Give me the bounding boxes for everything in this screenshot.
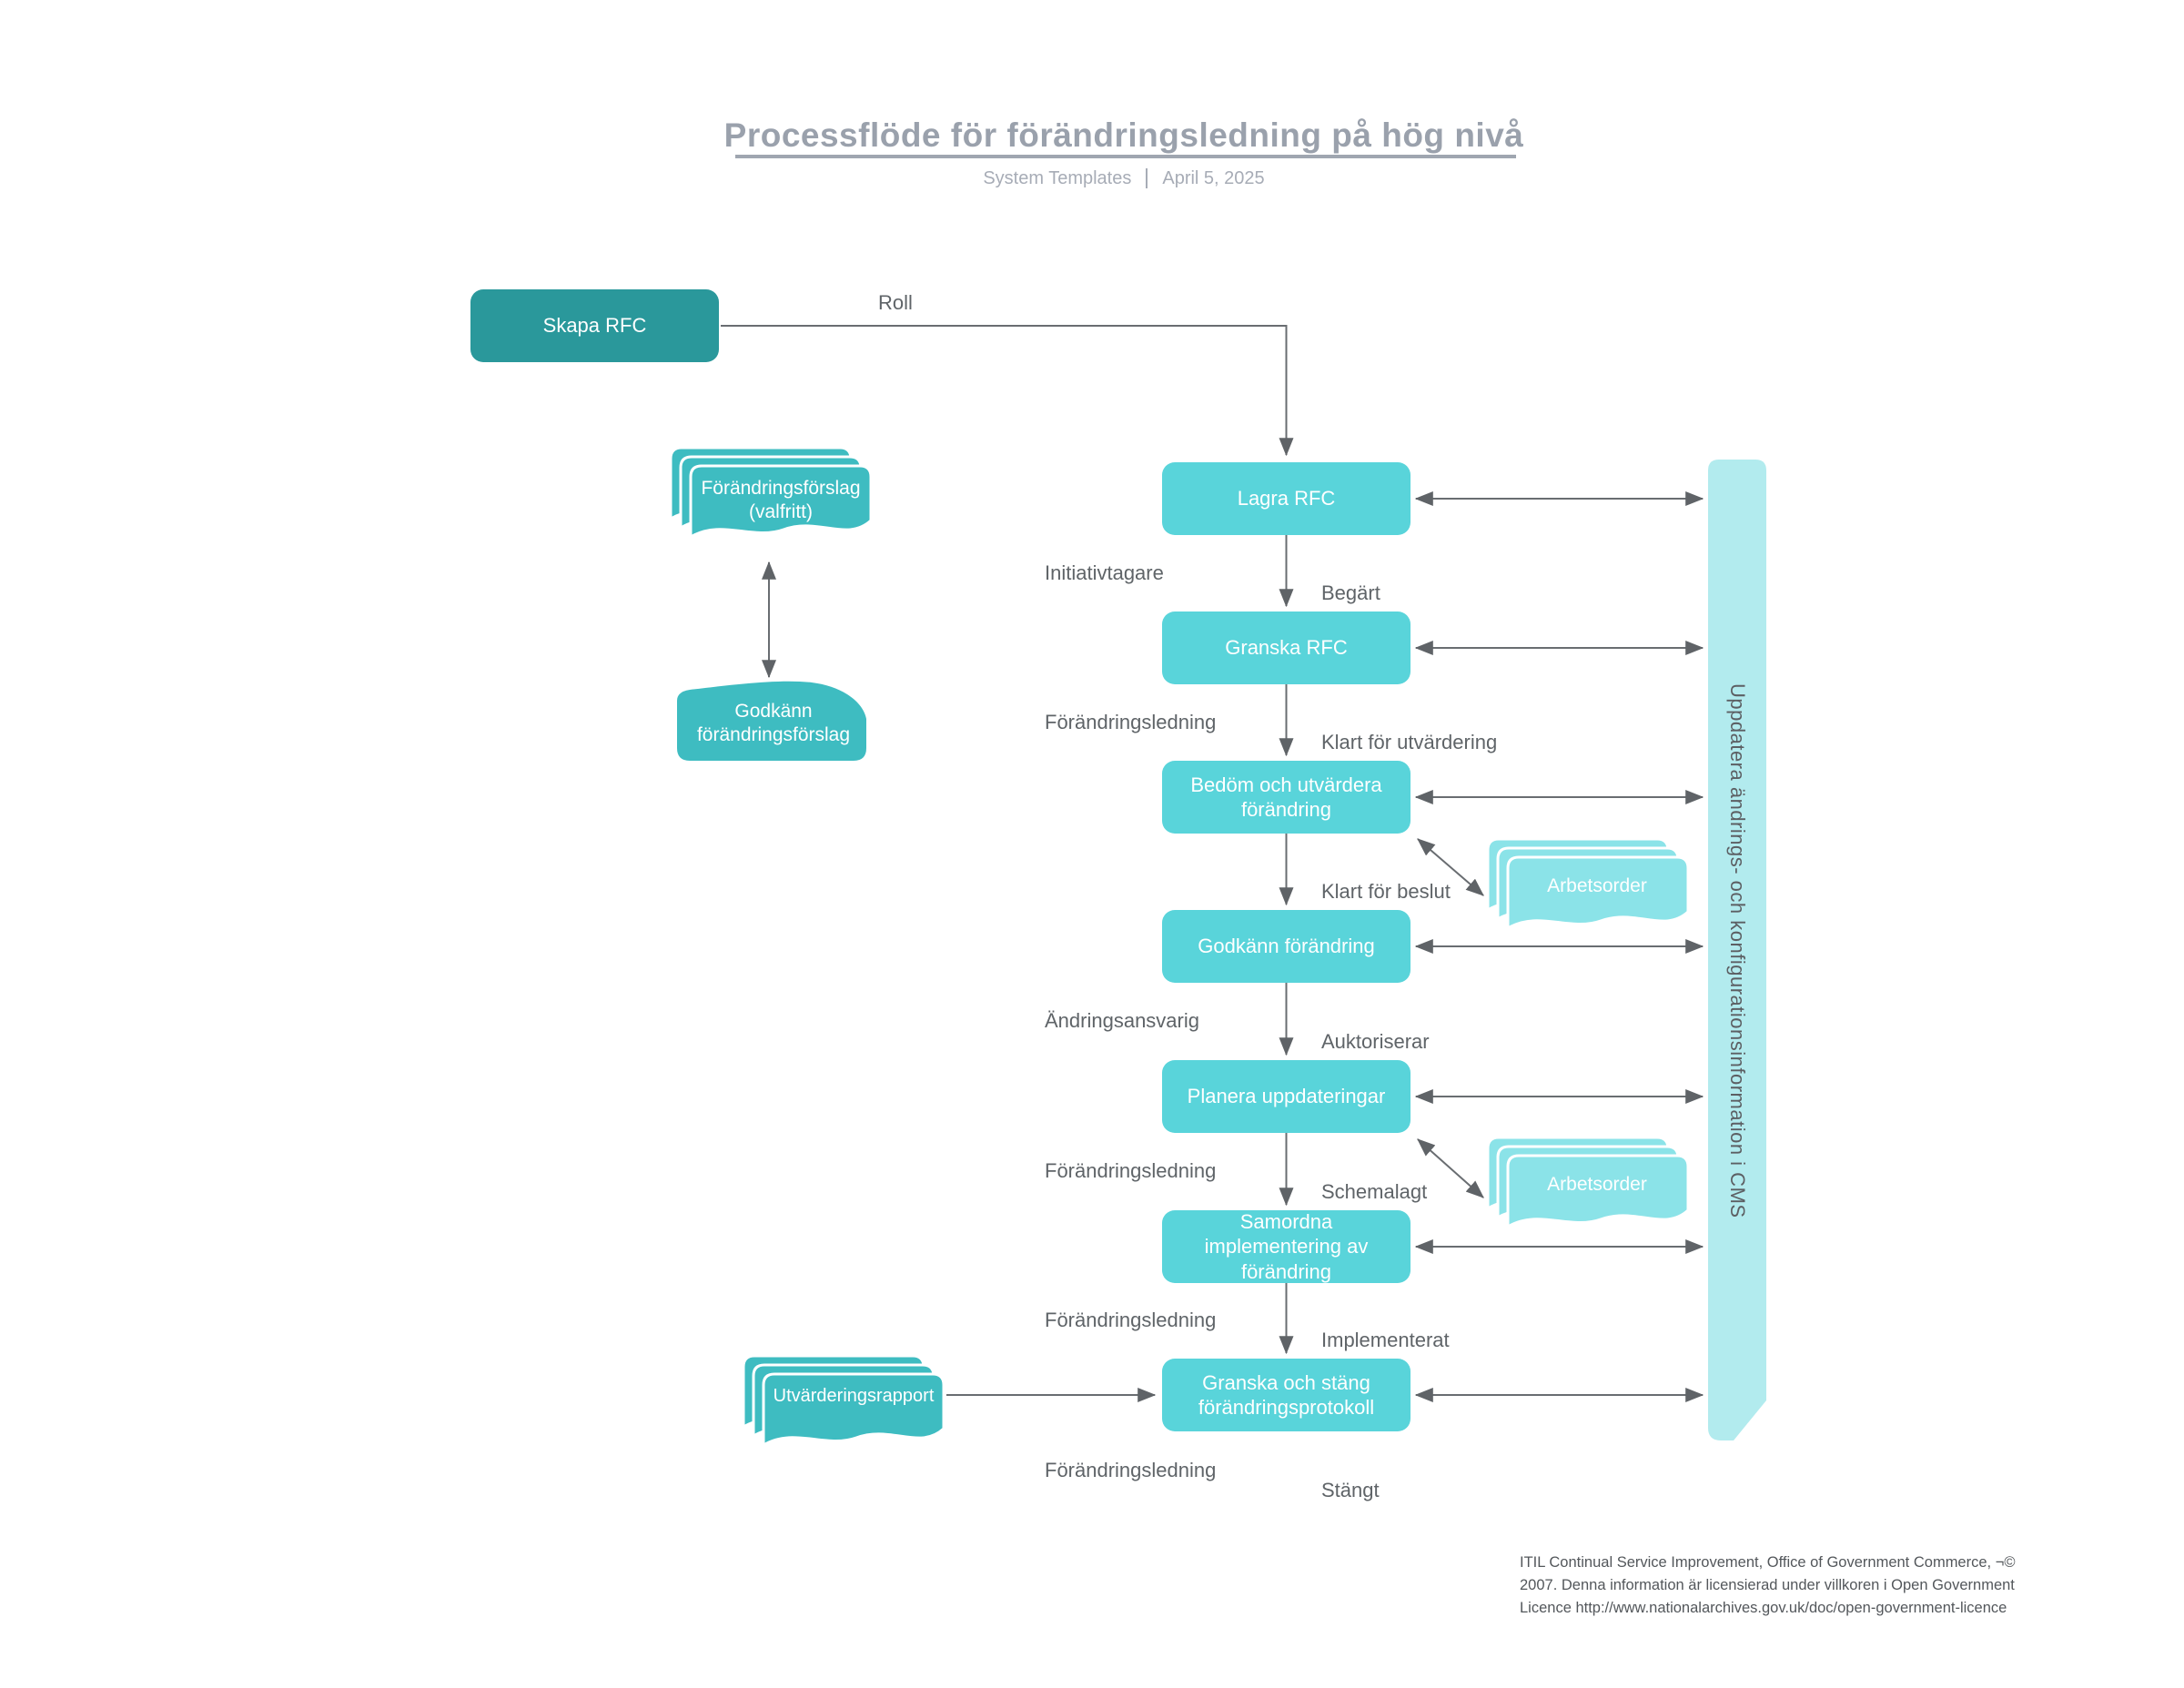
connector-planera-arbetsorder <box>1418 1139 1483 1198</box>
connector-skapa-to-lagra <box>721 326 1287 455</box>
arbetsorder-label-2: Arbetsorder <box>1547 1173 1647 1195</box>
node-planera-uppdateringar: Planera uppdateringar <box>1162 1060 1410 1133</box>
label-stangt: Stängt <box>1321 1479 1380 1501</box>
subtitle <box>546 168 1702 189</box>
label-auktoriserar: Auktoriserar <box>1321 1030 1430 1053</box>
label-begart: Begärt <box>1321 581 1380 604</box>
label-forandringsledning-3: Förändringsledning <box>1045 1309 1217 1331</box>
label-implementerat: Implementerat <box>1321 1329 1450 1351</box>
label-forandringsledning-2: Förändringsledning <box>1045 1159 1217 1182</box>
label-schemalagt: Schemalagt <box>1321 1180 1428 1203</box>
node-bedom-utvardera: Bedöm och utvärdera förändring <box>1162 761 1410 834</box>
subtitle-date: April 5, 2025 <box>1162 168 1265 188</box>
cms-update-bar-label: Uppdatera ändrings- och konfigurationsinformation i CMS <box>1726 683 1749 1218</box>
godkann-forandringsforslag-label: Godkänn förändringsförslag <box>696 700 851 745</box>
label-klart-beslut: Klart för beslut <box>1321 880 1451 903</box>
node-lagra-rfc: Lagra RFC <box>1162 462 1410 535</box>
license-footer <box>1520 1552 2111 1620</box>
node-godkann-forandring: Godkänn förändring <box>1162 910 1410 983</box>
label-initiativtagare: Initiativtagare <box>1045 561 1164 584</box>
page-title: Processflöde för förändringsledning på hög nivå <box>723 116 1524 154</box>
title-underline <box>735 155 1516 158</box>
license-footer-line1: ITIL Continual Service Improvement, Office of Government Commerce, ¬© <box>1520 1554 2016 1571</box>
label-andringsansvarig: Ändringsansvarig <box>1045 1009 1199 1032</box>
label-forandringsledning-4: Förändringsledning <box>1045 1459 1217 1481</box>
node-samordna-implementering: Samordna implementering av förändring <box>1162 1210 1410 1283</box>
forandringsforslag-label: Förändringsförslag (valfritt) <box>701 477 861 522</box>
utvarderingsrapport-label: Utvärderingsrapport <box>773 1385 935 1406</box>
license-footer-line2: 2007. Denna information är licensierad under villkoren i Open Government <box>1520 1577 2015 1593</box>
node-skapa-rfc: Skapa RFC <box>470 289 719 362</box>
license-footer-line3: Licence http://www.nationalarchives.gov.uk/doc/open-government-licence <box>1520 1600 2007 1616</box>
label-klart-utvardering: Klart för utvärdering <box>1321 731 1498 753</box>
node-granska-stang: Granska och stäng förändringsprotokoll <box>1162 1359 1410 1431</box>
arbetsorder-label-1: Arbetsorder <box>1547 874 1647 896</box>
node-granska-rfc: Granska RFC <box>1162 612 1410 684</box>
label-forandringsledning-1: Förändringsledning <box>1045 711 1217 733</box>
subtitle-divider-line <box>1146 168 1148 188</box>
label-roll: Roll <box>878 291 913 314</box>
subtitle-author: System Templates <box>983 168 1132 188</box>
